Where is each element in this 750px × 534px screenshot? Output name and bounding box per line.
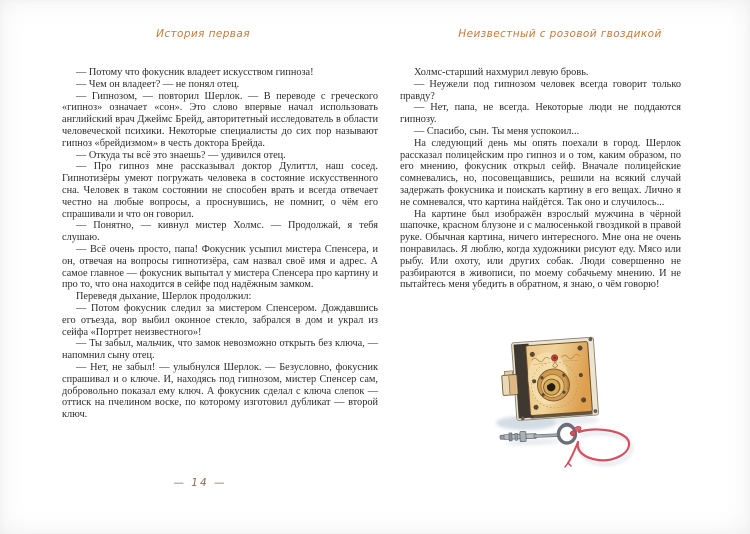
paragraph: — Про гипноз мне рассказывал доктор Дулиттл, наш сосед. Гипнотизёры умеют погружать человека в состояние искусственного сна. Человек в таком состоянии не способен врать и всегда отвечает честно на любые вопросы, а проснувшись, не помнит, о чём его спрашивали и что он говорил. <box>62 161 378 220</box>
paragraph: Переведя дыхание, Шерлок продолжил: <box>76 291 252 303</box>
right-page-text <box>400 67 681 291</box>
paragraph: — Гипнозом, — повторил Шерлок. — В переводе с греческого «гипноз» означает «сон». Это слово впервые начал использовать английский врач Джеймс Брейд, авторитетный исследователь в области человеческой психики. Некоторые специалисты до сих пор называют гипноз «брейдизмом» в честь доктора Брейда. <box>62 90 378 149</box>
paragraph: — Всё очень просто, папа! Фокусник усыпил мистера Спенсера, и он, отвечая на вопросы гипнотизёра, сам назвал своё имя и адрес. А самое главное — фокусник выпытал у мистера Спенсера про картину и про то, что она находится в сейфе под надёжным замком. <box>62 243 378 291</box>
paragraph: На картине был изображён взрослый мужчина в чёрной шапочке, красном блузоне и с малюсенькой гвоздикой в правой руке. Обычная картина, ничего интересного. Мне она не очень понравилась. Я люблю, когда художники рисуют еду. Мясо или рыбу. Или охоту, или других собак. Люди совершенно не разбираются в живописи, по моему собачьему мнению. И не пытайтесь меня убедить в обратном, я знаю, о чём говорю! <box>400 208 681 291</box>
paragraph: — Чем он владеет? — не понял отец. <box>76 78 240 90</box>
page-number: — 14 — <box>173 477 227 489</box>
pink-ribbon <box>565 426 632 467</box>
left-page-text <box>62 67 378 421</box>
paragraph: — Ты забыл, мальчик, что замок невозможно открыть без ключа, — напомнил сыну отец. <box>62 338 378 362</box>
running-head-left: История первая <box>156 28 250 40</box>
paragraph: — Неужели под гипнозом человек всегда говорит только правду? <box>400 78 681 102</box>
paragraph: — Откуда ты всё это знаешь? — удивился отец. <box>76 149 286 161</box>
lock-and-key-illustration <box>478 328 642 478</box>
paragraph: — Спасибо, сын. Ты меня успокоил... <box>414 125 580 137</box>
paragraph: — Потому что фокусник владеет искусством гипноза! <box>76 67 314 78</box>
lock-body <box>499 337 598 421</box>
paragraph: — Понятно, — кивнул мистер Холмс. — Продолжай, я тебя слушаю. <box>62 220 378 244</box>
paragraph: — Потом фокусник следил за мистером Спенсером. Дождавшись его отъезда, вор выбил оконное стекло, забрался в дом и украл из сейфа «Портрет неизвестного»! <box>62 302 378 338</box>
paragraph: Холмс-старший нахмурил левую бровь. <box>414 67 589 78</box>
paragraph: — Нет, папа, не всегда. Некоторые люди не поддаются гипнозу. <box>400 102 681 126</box>
paragraph: На следующий день мы опять поехали в город. Шерлок рассказал полицейским про гипноз и о том, каким образом, по его мнению, фокусник открыл сейф. Вначале полицейские сомневались, но, посовещавшись, решили на всякий случай задержать фокусника и поискать картину в его вещах. Лично я не сомневался, что картина найдётся. Так оно и случилось... <box>400 137 681 208</box>
running-head-right: Неизвестный с розовой гвоздикой <box>458 28 662 40</box>
paragraph: — Нет, не забыл! — улыбнулся Шерлок. — Безусловно, фокусник спрашивал и о ключе. И, находясь под гипнозом, мистер Спенсер сам, добровольно показал ему ключ. А фокусник сделал с ключа слепок — оттиск на пчелином воске, по которому изготовил дубликат — второй ключ. <box>62 361 378 421</box>
